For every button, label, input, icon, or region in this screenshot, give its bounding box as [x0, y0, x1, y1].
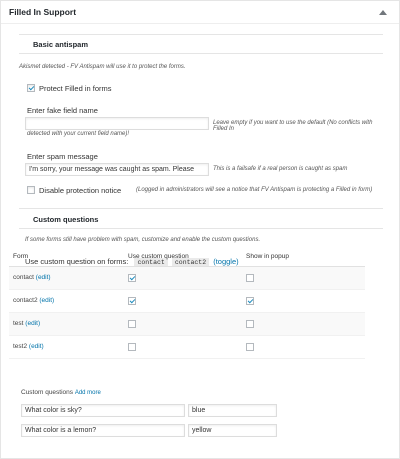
spam-message-help: This is a failsafe if a real person is caught as spam — [213, 166, 348, 172]
question-input[interactable]: What color is sky? — [21, 404, 185, 417]
table-row — [9, 266, 365, 289]
use-custom-question-checkbox[interactable] — [128, 274, 136, 282]
answer-input[interactable]: blue — [188, 404, 277, 417]
divider — [19, 53, 383, 54]
divider — [19, 228, 383, 229]
fake-field-input[interactable] — [25, 117, 209, 130]
panel-title: Filled In Support — [9, 7, 77, 17]
custom-questions-table — [9, 248, 365, 359]
custom-questions-label: Custom questions — [21, 389, 74, 396]
custom-questions-note: If some forms still have problem with spam, customize and enable the custom questions. — [25, 237, 261, 243]
custom-questions-heading: Custom questions — [33, 215, 99, 224]
edit-form-link[interactable]: (edit) — [25, 320, 41, 327]
basic-antispam-heading: Basic antispam — [33, 40, 89, 49]
use-custom-question-checkbox[interactable] — [128, 297, 136, 305]
form-code-contact: contact — [134, 258, 167, 267]
divider — [19, 34, 383, 35]
question-input[interactable]: What color is a lemon? — [21, 424, 185, 437]
edit-form-link[interactable]: (edit) — [39, 297, 55, 304]
form-name: contact — [13, 274, 34, 281]
table-row — [9, 335, 365, 358]
custom-questions-list-label — [21, 389, 101, 396]
table-row — [9, 312, 365, 335]
panel-header[interactable] — [1, 1, 399, 24]
form-name: test — [13, 320, 24, 327]
table-row — [9, 289, 365, 312]
form-name: test2 — [13, 343, 28, 350]
divider — [19, 208, 383, 209]
disable-notice-label: Disable protection notice — [39, 186, 122, 195]
protect-forms-label: Protect Filled in forms — [39, 84, 112, 93]
column-header-form: Form — [9, 248, 124, 266]
use-custom-question-checkbox[interactable] — [128, 343, 136, 351]
spam-message-input[interactable]: I'm sorry, your message was caught as spam. Please — [25, 163, 209, 176]
spam-message-label: Enter spam message — [27, 152, 98, 161]
add-more-link[interactable]: Add more — [74, 390, 101, 396]
show-in-popup-checkbox[interactable] — [246, 274, 254, 282]
show-in-popup-checkbox[interactable] — [246, 343, 254, 351]
protect-forms-checkbox[interactable] — [27, 84, 35, 92]
form-name: contact2 — [13, 297, 38, 304]
use-on-forms-label: Use custom question on forms: — [25, 257, 129, 266]
answer-input[interactable]: yellow — [188, 424, 277, 437]
show-in-popup-checkbox[interactable] — [246, 320, 254, 328]
fake-field-help: Leave empty if you want to use the default (No conflicts with Filled In — [213, 120, 373, 132]
edit-form-link[interactable]: (edit) — [28, 343, 44, 350]
edit-form-link[interactable]: (edit) — [35, 274, 51, 281]
column-header-use: Use custom question — [124, 248, 242, 266]
show-in-popup-checkbox[interactable] — [246, 297, 254, 305]
disable-notice-checkbox[interactable] — [27, 186, 35, 194]
fake-field-help-continued: detected with your current field name)! — [27, 131, 130, 137]
fake-field-label: Enter fake field name — [27, 106, 98, 115]
akismet-note: Akismet detected - FV Antispam will use it to protect the forms. — [19, 64, 186, 70]
disable-notice-help: (Logged in administrators will see a notice that FV Antispam is protecting a Filled in form) — [136, 187, 373, 193]
use-custom-question-checkbox[interactable] — [128, 320, 136, 328]
collapse-toggle-icon[interactable] — [379, 8, 387, 16]
column-header-popup: Show in popup — [242, 248, 365, 266]
form-code-contact2: contact2 — [172, 258, 209, 267]
toggle-forms-link[interactable]: (toggle) — [213, 257, 239, 266]
